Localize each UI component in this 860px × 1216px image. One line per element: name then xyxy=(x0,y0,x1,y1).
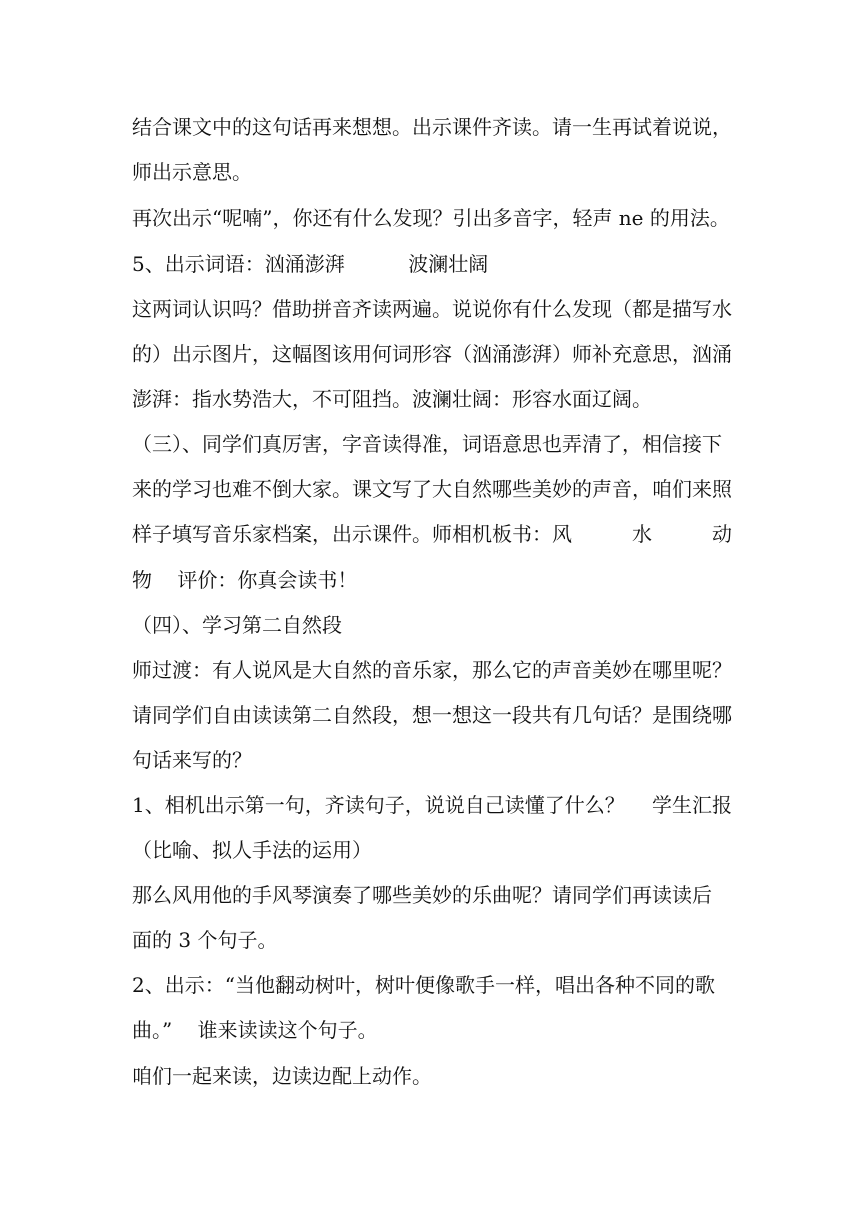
paragraph-line xyxy=(132,928,732,952)
paragraph-line xyxy=(132,252,732,276)
paragraph-line xyxy=(132,793,732,817)
line-text: 再次出示“呢喃”，你还有什么发现？引出多音字，轻声 ne 的用法。 xyxy=(132,206,730,230)
paragraph-line xyxy=(132,703,732,727)
paragraph-line xyxy=(132,297,732,321)
line-text: 师出示意思。 xyxy=(132,160,252,184)
paragraph-line xyxy=(132,838,732,862)
line-text: 样子填写音乐家档案，出示课件。师相机板书：风 xyxy=(132,522,572,546)
line-text: 5、出示词语：汹涌澎湃 波澜壮阔 xyxy=(132,252,489,276)
line-text: 水 xyxy=(632,522,652,546)
paragraph-line xyxy=(132,115,732,139)
paragraph-line xyxy=(132,658,732,682)
line-text: 2、出示：“当他翻动树叶，树叶便像歌手一样，唱出各种不同的歌 xyxy=(132,973,715,997)
line-text: 请同学们自由读读第二自然段，想一想这一段共有几句话？是围绕哪 xyxy=(132,703,732,727)
paragraph-line xyxy=(132,160,732,184)
paragraph-line xyxy=(132,973,732,997)
paragraph-line xyxy=(132,206,732,230)
line-text: 句话来写的？ xyxy=(132,748,252,772)
paragraph-line xyxy=(132,477,732,501)
paragraph-line xyxy=(132,387,732,411)
line-text: 来的学习也难不倒大家。课文写了大自然哪些美妙的声音，咱们来照 xyxy=(132,477,732,501)
line-text: 1、相机出示第一句，齐读句子，说说自己读懂了什么？ xyxy=(132,793,625,817)
paragraph-line xyxy=(132,568,732,592)
line-text: 咱们一起来读，边读边配上动作。 xyxy=(132,1064,432,1088)
paragraph-line xyxy=(132,1064,732,1088)
line-text: 那么风用他的手风琴演奏了哪些美妙的乐曲呢？请同学们再读读后 xyxy=(132,883,712,907)
paragraph-line xyxy=(132,748,732,772)
line-text: （三）、同学们真厉害，字音读得准，词语意思也弄清了，相信接下 xyxy=(132,432,722,456)
section-heading xyxy=(132,613,732,637)
line-text: 物 评价：你真会读书！ xyxy=(132,568,358,592)
line-text: 曲。” 谁来读读这个句子。 xyxy=(132,1018,378,1042)
line-text: 师过渡：有人说风是大自然的音乐家，那么它的声音美妙在哪里呢？ xyxy=(132,658,732,682)
paragraph-line xyxy=(132,432,732,456)
line-text: 澎湃：指水势浩大，不可阻挡。波澜壮阔：形容水面辽阔。 xyxy=(132,387,652,411)
line-text: 这两词认识吗？借助拼音齐读两遍。说说你有什么发现（都是描写水 xyxy=(132,297,732,321)
line-text: 学生汇报 xyxy=(652,793,732,817)
paragraph-line xyxy=(132,883,732,907)
line-text: 的）出示图片，这幅图该用何词形容（汹涌澎湃）师补充意思，汹涌 xyxy=(132,342,732,366)
paragraph-line xyxy=(132,1018,732,1042)
line-text: 动 xyxy=(712,522,732,546)
paragraph-line xyxy=(132,522,732,546)
paragraph-line xyxy=(132,342,732,366)
line-text: （四）、学习第二自然段 xyxy=(132,613,342,637)
line-text: （比喻、拟人手法的运用） xyxy=(132,838,372,862)
line-text: 结合课文中的这句话再来想想。出示课件齐读。请一生再试着说说， xyxy=(132,115,732,139)
line-text: 面的 3 个句子。 xyxy=(132,928,278,952)
